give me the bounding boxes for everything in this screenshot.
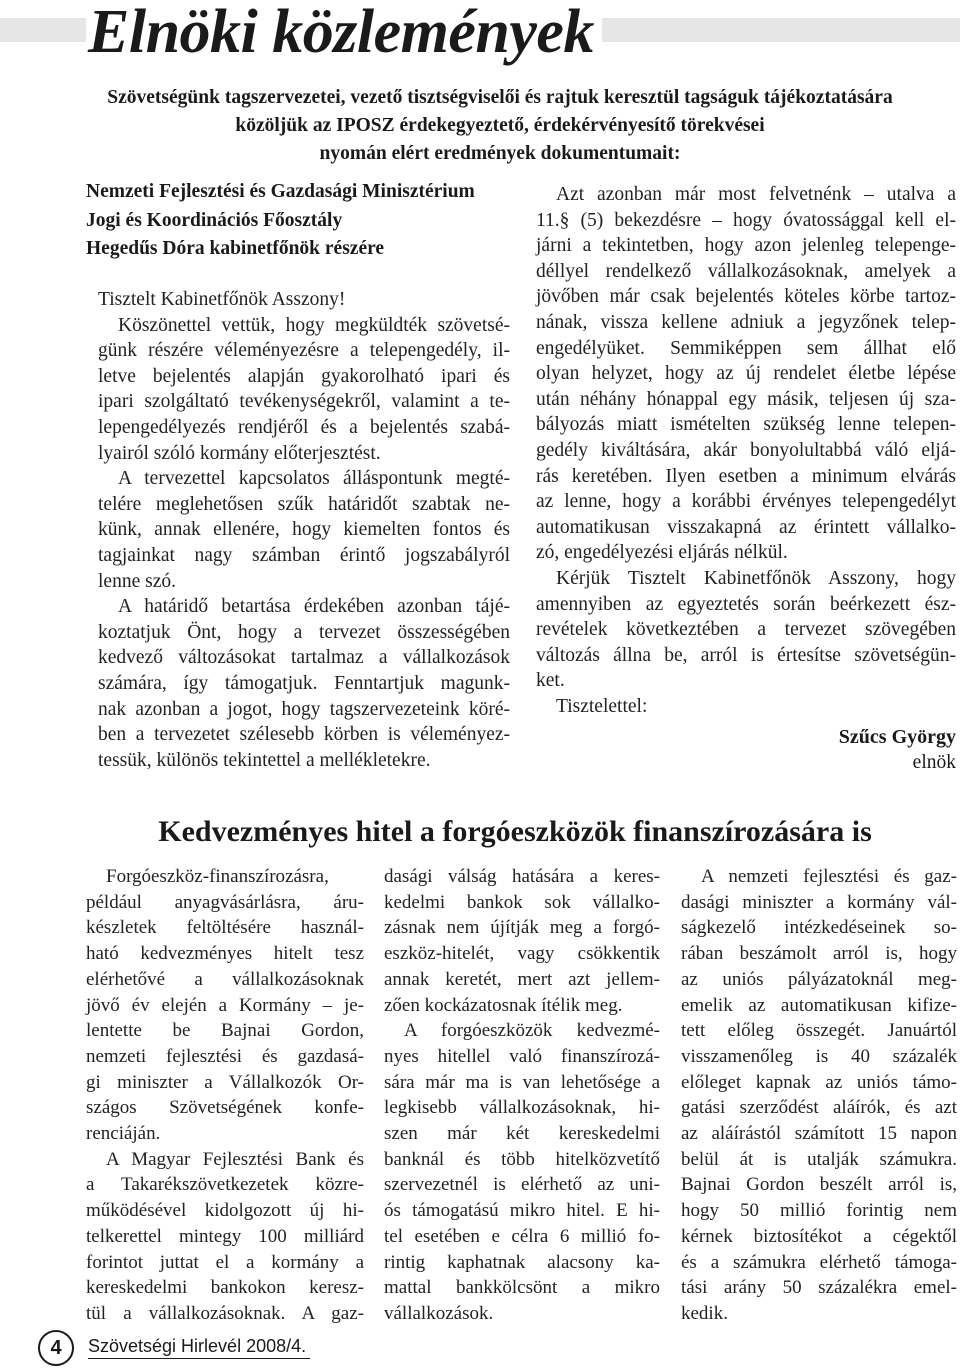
text-line: nak azonban a jogot, hogy tagszervezeteink köré-	[98, 698, 510, 720]
text-line: Köszönettel vettük, hogy megküldték szövetsé-	[118, 314, 510, 336]
text-line: zó, engedélyezési eljárás nélkül.	[536, 542, 788, 564]
text-line: nemzeti fejlesztési és gazdasá-	[86, 1045, 364, 1067]
text-line: ós támogatású mikro hitel. E hi-	[384, 1200, 660, 1222]
text-line: után néhány hónappal egy másik, teljesen új sza-	[536, 388, 956, 410]
text-line: Tisztelettel:	[556, 695, 648, 717]
text-line: számára, így támogatjuk. Fenntartjuk magunk-	[98, 672, 510, 694]
text-line: zásnak nem újítják meg a forgó-	[384, 917, 660, 939]
addressee-line: Nemzeti Fejlesztési és Gazdasági Minisztérium	[86, 181, 475, 202]
text-line: kedelmi bankok sok vállalko-	[384, 891, 660, 913]
text-line: Bajnai Gordon beszélt arról is,	[681, 1174, 957, 1196]
text-line: bályozás miatt ismételten szükség lenne telepen-	[536, 414, 956, 436]
text-line: emelik az automatikusan kifize-	[681, 994, 957, 1016]
text-line: günk részére véleményezésre a telepengedély, il-	[98, 340, 510, 362]
text-line: belül át is utalják számukra.	[681, 1148, 957, 1170]
text-line: előleget kapnak az uniós támo-	[681, 1071, 957, 1093]
signature-name: Szűcs György	[838, 726, 956, 748]
text-line: és a számukra elérhető támoga-	[681, 1251, 957, 1273]
intro-line: nyomán elért eredmények dokumentumait:	[319, 143, 681, 164]
signature-title: elnök	[912, 752, 956, 773]
text-line: tel esetében e célra 6 millió fo-	[384, 1225, 660, 1247]
text-line: legkisebb vállalkozásoknak, hi-	[384, 1097, 660, 1119]
text-line: gatási szerződést aláírók, és azt	[681, 1097, 957, 1119]
text-line: olyan helyzet, hogy az új rendelet életbe lépése	[536, 363, 956, 385]
text-line: szágos Szövetségének konfe-	[86, 1097, 364, 1119]
intro-text	[60, 84, 940, 168]
text-line: nának, vissza kellene adniuk a jegyzőnek telep-	[536, 311, 956, 333]
text-line: amennyiben az egyeztetés során beérkezett ész-	[536, 593, 956, 615]
page-number: 4	[38, 1330, 74, 1366]
text-line: járni a tekintetben, hogy azon jelenleg telepenge-	[536, 235, 956, 257]
text-line: lentette be Bajnai Gordon,	[86, 1020, 364, 1042]
text-line: az aláírástól számított 15 napon	[681, 1123, 957, 1145]
text-line: A tervezettel kapcsolatos álláspontunk megté-	[118, 468, 510, 490]
publication-name: Szövetségi Hirlevél 2008/4.	[88, 1336, 307, 1356]
text-line: tül a vállalkozásoknak. A gaz-	[86, 1302, 364, 1324]
text-line: tett előleg összegét. Januártól	[681, 1020, 957, 1042]
text-line: Kérjük Tisztelt Kabinetfőnök Asszony, hogy	[556, 567, 956, 589]
text-line: engedélyüket. Semmiképpen sem állhat elő	[536, 337, 956, 359]
addressee-line: Hegedűs Dóra kabinetfőnök részére	[86, 238, 385, 259]
text-line: ipari szolgáltató tevékenységekről, valamint a te-	[98, 391, 510, 413]
text-line: A határidő betartása érdekében azonban tájé-	[118, 596, 510, 618]
text-line: nyes hitellel való finanszírozá-	[384, 1045, 660, 1067]
text-line: tási arány 50 százalékra emel-	[681, 1277, 957, 1299]
text-line: tagjainkat nagy számban érintő jogszabályról	[98, 544, 510, 566]
text-line: például anyagvásárlásra, áru-	[86, 891, 364, 913]
text-line: ságkezelő intézkedéseinek so-	[681, 917, 957, 939]
text-line: elérhetővé a vállalkozásoknak	[86, 968, 364, 990]
text-line: forintot juttat el a kormány a	[86, 1251, 364, 1273]
text-line: zően kockázatosnak ítélik meg.	[384, 994, 623, 1016]
text-line: az lenne, hogy a korábbi érvényes telepengedélyt	[536, 491, 956, 513]
text-line: kérnek biztosítékot a cégektől	[681, 1225, 957, 1247]
text-line: A forgóeszközök kedvezmé-	[404, 1020, 660, 1042]
text-line: kereskedelmi bankokon keresz-	[86, 1277, 364, 1299]
text-line: déllyel rendelkező vállalkozásoknak, amelyek a	[536, 260, 956, 282]
letter-column-left	[98, 287, 510, 773]
text-line: gi miniszter a Vállalkozók Or-	[86, 1071, 364, 1093]
text-line: rában beszámolt arról is, hogy	[681, 943, 957, 965]
text-line: mattal bankkölcsönt a mikro	[384, 1277, 660, 1299]
text-line: ben a tervezetet szélesebb körben is véleményez-	[98, 724, 510, 746]
text-line: lyairól szóló kormány előterjesztést.	[98, 442, 381, 464]
text-line: sára már ma is van lehetősége a	[384, 1071, 660, 1093]
addressee-line: Jogi és Koordinációs Főosztály	[86, 209, 343, 231]
text-line: künk, annak ellenére, hogy kiemelten fontos és	[98, 519, 510, 541]
text-line: revételek következtében a tervezet szövegében	[536, 619, 956, 641]
text-line: gedély kiváltására, akár bonyolultabbá váló eljá-	[536, 439, 956, 461]
article-title: Kedvezményes hitel a forgóeszközök finanszírozására is	[158, 815, 872, 848]
text-line: Forgóeszköz-finanszírozásra,	[106, 866, 329, 887]
letter-body-right	[536, 182, 956, 719]
text-line: koztatjuk Önt, hogy a tervezet összességében	[98, 621, 510, 643]
text-line: készletek feltöltésére használ-	[86, 917, 364, 939]
text-line: változás állna be, arról is értesítse szövetségün-	[536, 644, 956, 666]
letter-addressee	[86, 178, 516, 264]
text-line: a Takarékszövetkezetek közre-	[86, 1174, 364, 1196]
text-line: visszamenőleg is 40 százalék	[681, 1045, 957, 1067]
footer-underline	[88, 1358, 310, 1359]
text-line: telkerettel mintegy 100 milliárd	[86, 1225, 364, 1247]
text-line: kedik.	[681, 1302, 728, 1324]
text-line: működésével kidolgozott új hi-	[86, 1200, 364, 1222]
text-line: vállalkozások.	[384, 1302, 494, 1324]
intro-line: Szövetségünk tagszervezetei, vezető tisztségviselői és rajtuk keresztül tagságuk tájékoztatására	[107, 87, 893, 108]
text-line: hogy 50 millió forintig nem	[681, 1200, 957, 1222]
text-line: Azt azonban már most felvetnénk – utalva a	[556, 184, 956, 205]
text-line: ket.	[536, 670, 565, 692]
text-line: telére meglehetősen szűk határidőt szabtak ne-	[98, 493, 510, 515]
intro-line: közöljük az IPOSZ érdekegyeztető, érdekérvényesítő törekvései	[235, 115, 765, 136]
text-line: letve bejelentés alapján gyakorolható ipari és	[98, 365, 510, 387]
letter-column-right	[536, 182, 956, 719]
text-line: annak keretét, mert azt jellem-	[384, 968, 660, 990]
text-line: szen már két kereskedelmi	[384, 1123, 660, 1145]
text-line: lepengedélyezés rendjéről és a bejelentés szabá-	[98, 416, 510, 438]
article-column-1	[86, 864, 364, 1327]
text-line: banknál és több hitelközvetítő	[384, 1148, 660, 1170]
text-line: rintig kaphatnak alacsony ka-	[384, 1251, 660, 1273]
article-column-3	[681, 864, 957, 1327]
letter-salutation: Tisztelt Kabinetfőnök Asszony!	[98, 289, 346, 310]
page-title: Elnöki közlemények	[86, 0, 602, 64]
text-line: eszköz-hitelét, vagy csökkentik	[384, 943, 660, 965]
text-line: lenne szó.	[98, 570, 176, 592]
text-line: A nemzeti fejlesztési és gaz-	[701, 866, 957, 887]
text-line: dasági miniszter a kormány vál-	[681, 891, 957, 913]
text-line: A Magyar Fejlesztési Bank és	[106, 1148, 364, 1170]
text-line: renciáján.	[86, 1123, 161, 1145]
text-line: jövő év elején a Kormány – je-	[86, 994, 364, 1016]
text-line: szervezetnél is elérhető az uni-	[384, 1174, 660, 1196]
article-column-2	[384, 864, 660, 1327]
letter-body-left	[98, 313, 510, 774]
text-line: kedvező változásokat tartalmaz a vállalkozások	[98, 647, 510, 669]
text-line: rás keretében. Ilyen esetben a minimum elvárás	[536, 465, 956, 487]
text-line: ható kedvezményes hitelt tesz	[86, 943, 364, 965]
text-line: automatikusan visszakapná az érintett vállalko-	[536, 516, 956, 538]
text-line: 11.§ (5) bekezdésre – hogy óvatossággal kell el-	[536, 209, 956, 231]
text-line: az uniós pályázatoknál meg-	[681, 968, 957, 990]
text-line: tessük, különös tekintettel a mellékletekre.	[98, 749, 431, 771]
text-line: jövőben már csak bejelentés köteles körbe tartoz-	[536, 286, 956, 308]
text-line: dasági válság hatására a keres-	[384, 866, 660, 887]
